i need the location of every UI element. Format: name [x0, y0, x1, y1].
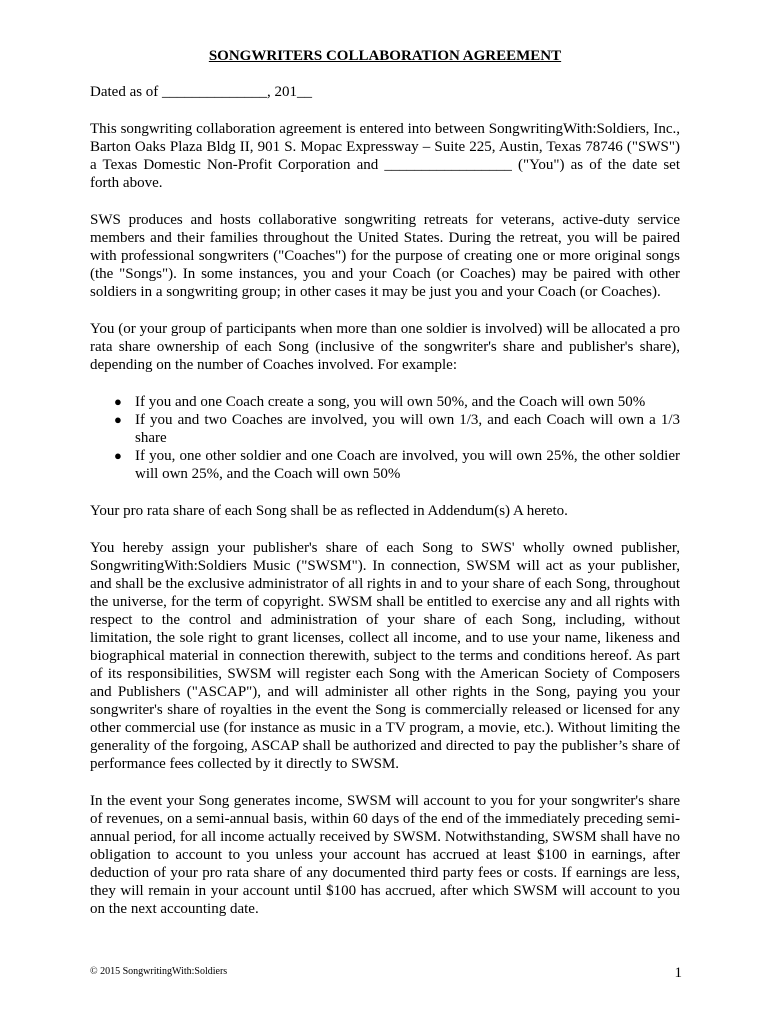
example-list [90, 393, 680, 483]
document-body [90, 47, 680, 937]
list-item [90, 447, 680, 483]
document-title: SONGWRITERS COLLABORATION AGREEMENT [208, 48, 562, 64]
page-number: 1 [674, 965, 682, 981]
dated-line: Dated as of ______________, 201__ [90, 84, 313, 100]
bullet-icon: ● [114, 394, 122, 409]
assignment-paragraph: You hereby assign your publisher's share of each Song to SWS' wholly owned publisher, SongwritingWith:Soldiers Music ("SWSM"). In connection, SWSM will act as your publisher, and shall be the exclusive administrator of all rights in and to your share of each Song, throughout the universe, for the term of copyright. SWSM shall be entitled to exercise any and all rights with respect to the control and administration of your share of each Song, including, without limitation, the sole right to grant licenses, collect all income, and to use your name, likeness and biographical material in connection therewith, subject to the terms and conditions hereof. As part of its responsibilities, SWSM will register each Song with the American Society of Composers and Publishers ("ASCAP"), and will administer all other rights in the Song, paying you your songwriter's share of royalties in the event the Song is commercially released or licensed for any other commercial use (for instance as music in a TV program, a movie, etc.). Without limiting the generality of the forgoing, ASCAP shall be authorized and directed to pay the publisher’s share of performance fees collected by it directly to SWSM. [90, 540, 680, 772]
bullet-icon: ● [114, 412, 122, 427]
sws-paragraph: SWS produces and hosts collaborative songwriting retreats for veterans, active-duty service members and their families throughout the United States. During the retreat, you will be paired with professional songwriters ("Coaches") for the purpose of creating one or more original songs (the "Songs"). In some instances, you and your Coach (or Coaches) may be paired with other soldiers in a songwriting group; in other cases it may be just you and your Coach (or Coaches). [90, 212, 680, 300]
share-paragraph: You (or your group of participants when more than one soldier is involved) will be allocated a pro rata share ownership of each Song (inclusive of the songwriter's share and publisher's share), depending on the number of Coaches involved. For example: [90, 321, 680, 373]
bullet-icon: ● [114, 448, 122, 463]
list-item [90, 393, 680, 411]
list-item-text: If you and one Coach create a song, you will own 50%, and the Coach will own 50% [135, 394, 646, 410]
list-item [90, 411, 680, 447]
addendum-paragraph: Your pro rata share of each Song shall be as reflected in Addendum(s) A hereto. [90, 503, 568, 519]
intro-paragraph: This songwriting collaboration agreement is entered into between SongwritingWith:Soldiers, Inc., Barton Oaks Plaza Bldg II, 901 S. Mopac Expressway – Suite 225, Austin, Texas 78746 ("SWS") a Texas Domestic Non-Profit Corporation and _________________ ("You") as of the date set forth above. [90, 121, 680, 191]
footer-copyright: © 2015 SongwritingWith:Soldiers [90, 966, 228, 977]
list-item-text: If you, one other soldier and one Coach are involved, you will own 25%, the other soldier will own 25%, and the Coach will own 50% [135, 448, 680, 482]
list-item-text: If you and two Coaches are involved, you will own 1/3, and each Coach will own a 1/3 share [135, 412, 680, 446]
income-paragraph: In the event your Song generates income, SWSM will account to you for your songwriter's share of revenues, on a semi-annual basis, within 60 days of the end of the immediately preceding semi-annual period, for all income actually received by SWSM. Notwithstanding, SWSM shall have no obligation to account to you unless your account has accrued at least $100 in earnings, after deduction of your pro rata share of any documented third party fees or costs. If earnings are less, they will remain in your account until $100 has accrued, after which SWSM will account to you on the next accounting date. [90, 793, 680, 917]
